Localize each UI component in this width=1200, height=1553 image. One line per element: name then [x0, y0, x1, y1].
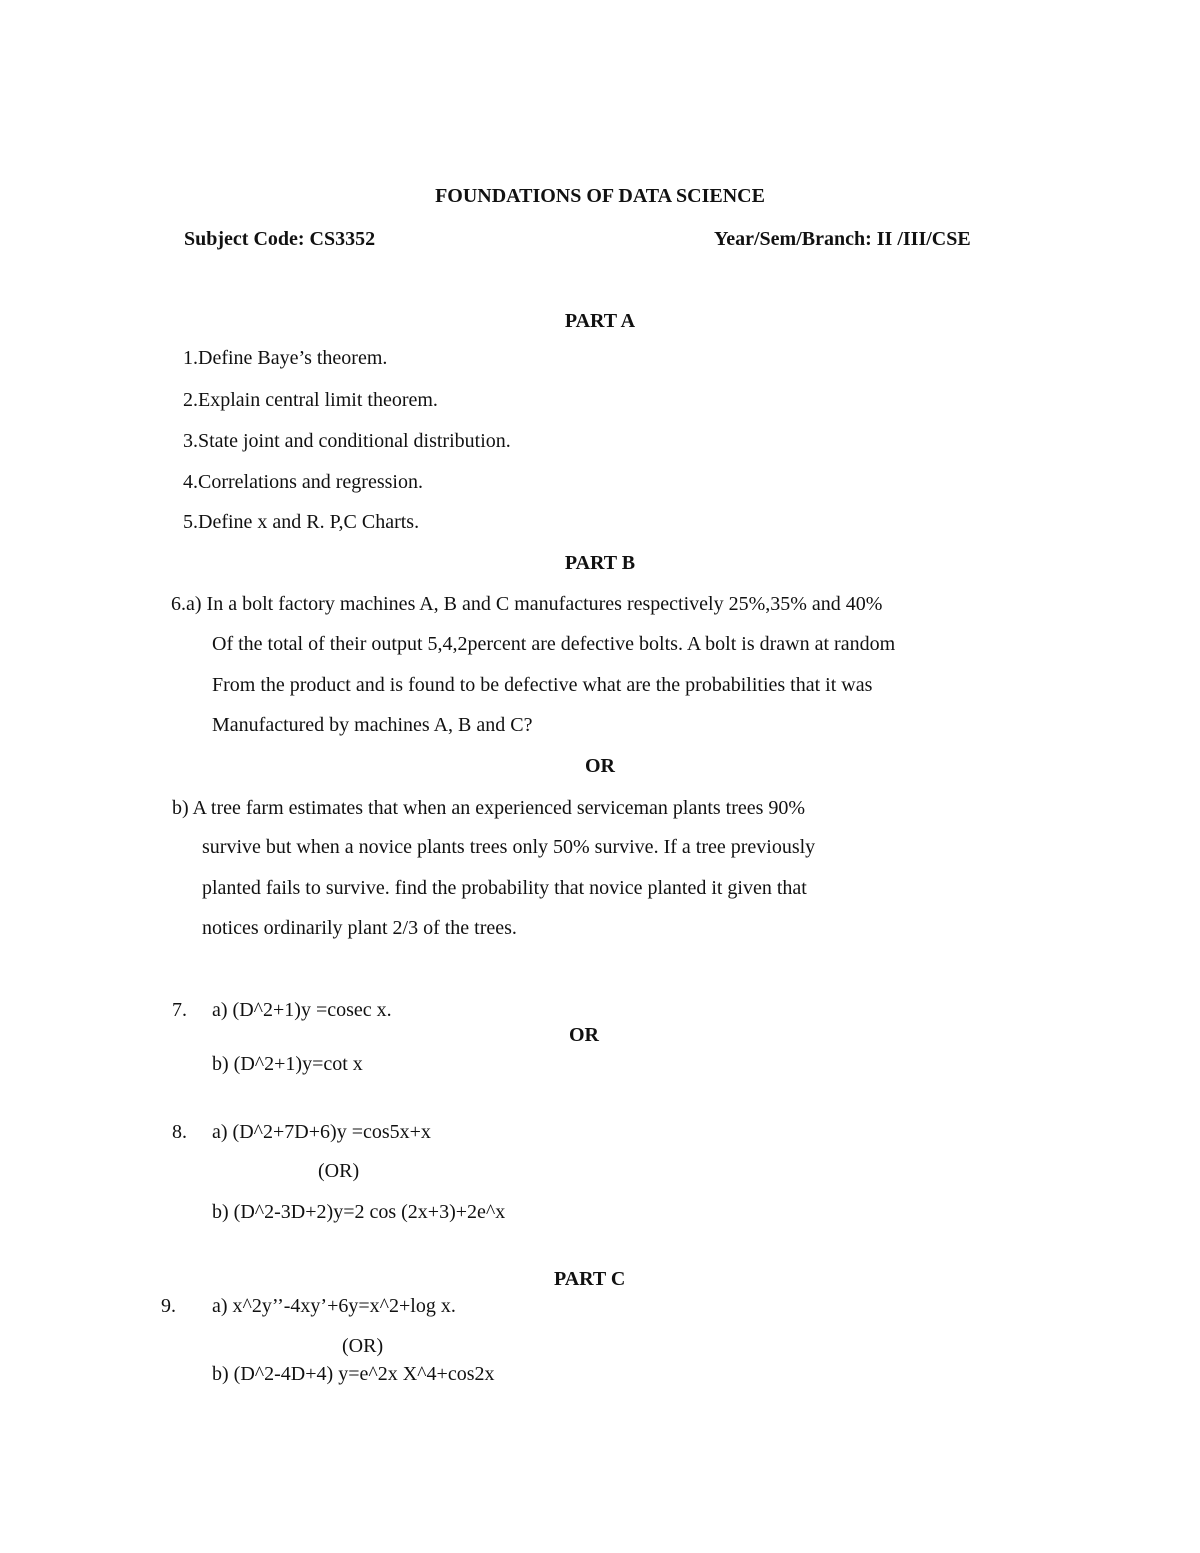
question-9-or: (OR) [342, 1335, 384, 1357]
year-sem-branch: Year/Sem/Branch: II /III/CSE [714, 228, 971, 250]
subject-code: Subject Code: CS3352 [184, 228, 376, 250]
question-6a-line-1: 6.a) In a bolt factory machines A, B and C manufactures respectively 25%,35% and 40% [171, 593, 883, 615]
part-b-heading: PART B [564, 552, 636, 574]
part-c-heading: PART C [554, 1268, 626, 1290]
question-8b: b) (D^2-3D+2)y=2 cos (2x+3)+2e^x [212, 1201, 506, 1223]
question-5: 5.Define x and R. P,C Charts. [183, 511, 420, 533]
question-6b-line-2: survive but when a novice plants trees only 50% survive. If a tree previously [202, 836, 816, 858]
question-7b: b) (D^2+1)y=cot x [212, 1053, 363, 1075]
question-6a-line-4: Manufactured by machines A, B and C? [212, 714, 533, 736]
question-6-or: OR [585, 755, 615, 777]
question-6b-line-3: planted fails to survive. find the probability that novice planted it given that [202, 877, 807, 899]
question-6a-line-2: Of the total of their output 5,4,2percent are defective bolts. A bolt is drawn at random [212, 633, 896, 655]
question-7-or: OR [569, 1024, 599, 1046]
paper-title: FOUNDATIONS OF DATA SCIENCE [435, 185, 765, 207]
question-8-or: (OR) [318, 1160, 360, 1182]
question-4: 4.Correlations and regression. [183, 471, 423, 493]
question-1: 1.Define Baye’s theorem. [183, 347, 388, 369]
question-7-number: 7. [172, 999, 187, 1021]
question-9a: a) x^2y’’-4xy’+6y=x^2+log x. [212, 1295, 456, 1317]
question-7a: a) (D^2+1)y =cosec x. [212, 999, 392, 1021]
question-9b: b) (D^2-4D+4) y=e^2x X^4+cos2x [212, 1363, 495, 1385]
question-3: 3.State joint and conditional distribution. [183, 430, 511, 452]
question-6a-line-3: From the product and is found to be defective what are the probabilities that it was [212, 674, 873, 696]
question-2: 2.Explain central limit theorem. [183, 389, 438, 411]
question-6b-line-1: b) A tree farm estimates that when an experienced serviceman plants trees 90% [172, 797, 806, 819]
question-8-number: 8. [172, 1121, 187, 1143]
part-a-heading: PART A [564, 310, 636, 332]
question-8a: a) (D^2+7D+6)y =cos5x+x [212, 1121, 431, 1143]
question-6b-line-4: notices ordinarily plant 2/3 of the trees. [202, 917, 517, 939]
question-9-number: 9. [161, 1295, 176, 1317]
